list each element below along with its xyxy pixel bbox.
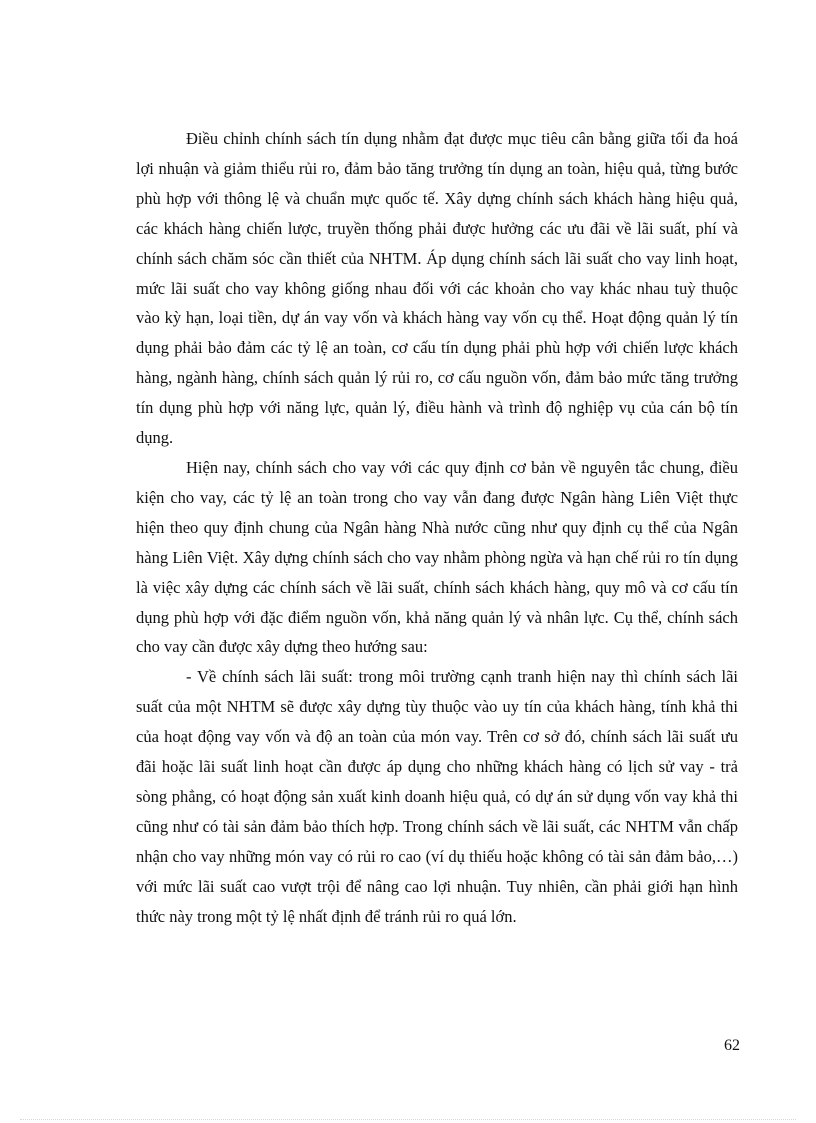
paragraph-current-lending-policy: Hiện nay, chính sách cho vay với các quy định cơ bản về nguyên tắc chung, điều kiện cho vay, các tỷ lệ an toàn trong cho vay vẫn đang được Ngân hàng Liên Việt thực hiện theo quy định chung của Ngân hàng Nhà nước cũng như quy định cụ thể của Ngân hàng Liên Việt. Xây dựng chính sách cho vay nhằm phòng ngừa và hạn chế rủi ro tín dụng là việc xây dựng các chính sách về lãi suất, chính sách khách hàng, quy mô và cơ cấu tín dụng phù hợp với đặc điểm nguồn vốn, khả năng quản lý và nhân lực. Cụ thể, chính sách cho vay cần được xây dựng theo hướng sau: [136,457,738,657]
paragraph-interest-rate-policy: - Về chính sách lãi suất: trong môi trường cạnh tranh hiện nay thì chính sách lãi suất của một NHTM sẽ được xây dựng tùy thuộc vào uy tín của khách hàng, tính khả thi của hoạt động vay vốn và độ an toàn của món vay. Trên cơ sở đó, chính sách lãi suất ưu đãi hoặc lãi suất linh hoạt cần được áp dụng cho những khách hàng có lịch sử vay - trả sòng phẳng, có hoạt động sản xuất kinh doanh hiệu quả, có dự án sử dụng vốn vay khả thi cũng như có tài sản đảm bảo thích hợp. Trong chính sách về lãi suất, các NHTM vẫn chấp nhận cho vay những món vay có rủi ro cao (ví dụ thiếu hoặc không có tài sản đảm bảo,…) với mức lãi suất cao vượt trội để nâng cao lợi nhuận. Tuy nhiên, cần phải giới hạn hình thức này trong một tỷ lệ nhất định để tránh rủi ro quá lớn. [136,667,738,926]
page-number: 62 [724,1037,740,1054]
page-bottom-divider [20,1119,796,1120]
body-text [136,124,738,931]
paragraph-credit-policy-adjustment: Điều chỉnh chính sách tín dụng nhằm đạt được mục tiêu cân bằng giữa tối đa hoá lợi nhuận và giảm thiểu rủi ro, đảm bảo tăng trưởng tín dụng an toàn, hiệu quả, từng bước phù hợp với thông lệ và chuẩn mực quốc tế. Xây dựng chính sách khách hàng hiệu quả, các khách hàng chiến lược, truyền thống phải được hưởng các ưu đãi về lãi suất, phí và chính sách chăm sóc cần thiết của NHTM. Áp dụng chính sách lãi suất cho vay linh hoạt, mức lãi suất cho vay không giống nhau đối với các khoản cho vay khác nhau tuỳ thuộc vào kỳ hạn, loại tiền, dự án vay vốn và khách hàng vay vốn cụ thể. Hoạt động quản lý tín dụng phải bảo đảm các tỷ lệ an toàn, cơ cấu tín dụng phải phù hợp với chiến lược khách hàng, ngành hàng, chính sách quản lý rủi ro, cơ cấu nguồn vốn, đảm bảo mức tăng trưởng tín dụng phù hợp với năng lực, quản lý, điều hành và trình độ nghiệp vụ của cán bộ tín dụng. [136,129,738,448]
